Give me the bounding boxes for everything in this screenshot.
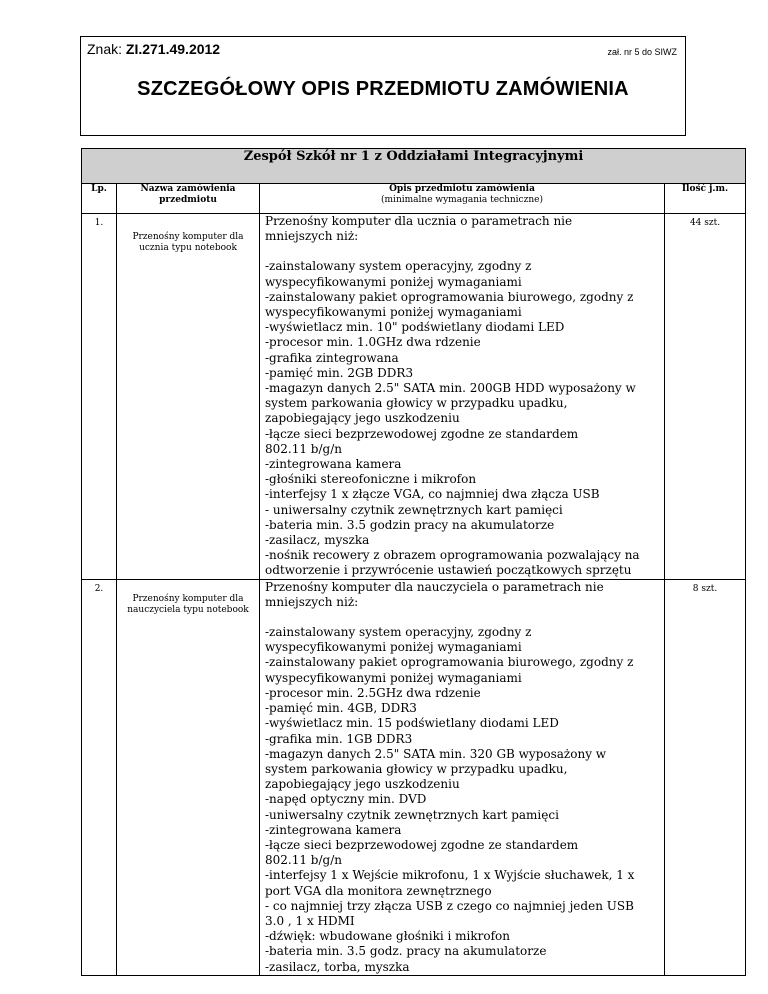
reference-label: Znak: bbox=[87, 41, 123, 57]
row-number: 2. bbox=[82, 579, 117, 975]
row-number: 1. bbox=[82, 214, 117, 580]
description-requirements: -zainstalowany system operacyjny, zgodny z wyspecyfikowanymi poniżej wymaganiami -zainstalowany pakiet oprogramowania biurowego, zgodny z wyspecyfikowanymi poniżej wymaganiami -procesor min. 2.5GHz dwa rdzenie -pamięć min. 4GB, DDR3 -wyświetlacz min. 15 podświetlany diodami LED -grafika min. 1GB DDR3 -magazyn danych 2.5" SATA min. 320 GB wyposażony w system parkowania głowicy w przypadku upadku, zapobiegający jego uszkodzeniu -napęd optyczny min. DVD -uniwersalny czytnik zewnętrznych kart pamięci -zintegrowana kamera -łącze sieci bezprzewodowej zgodne ze standardem 802.11 b/g/n -interfejsy 1 x Wejście mikrofonu, 1 x Wyjście słuchawek, 1 x port VGA dla monitora zewnętrznego - co najmniej trzy złącza USB z czego co najmniej jeden USB 3.0 , 1 x HDMI -dźwięk: wbudowane głośniki i mikrofon -bateria min. 3.5 godz. pracy na akumulatorze -zasilacz, torba, myszka bbox=[265, 625, 635, 974]
table-row bbox=[82, 214, 746, 580]
description-intro: Przenośny komputer dla nauczyciela o parametrach nie mniejszych niż: bbox=[265, 579, 604, 609]
specification-table bbox=[81, 148, 746, 976]
item-quantity: 8 szt. bbox=[665, 579, 746, 975]
item-name: Przenośny komputer dla nauczyciela typu notebook bbox=[117, 579, 260, 975]
description-intro: Przenośny komputer dla ucznia o parametrach nie mniejszych niż: bbox=[265, 214, 573, 244]
school-row bbox=[82, 149, 746, 184]
attachment-note: zał. nr 5 do SIWZ bbox=[607, 47, 677, 57]
col-header-lp: Lp. bbox=[82, 184, 117, 214]
description-requirements: -zainstalowany system operacyjny, zgodny z wyspecyfikowanymi poniżej wymaganiami -zainstalowany pakiet oprogramowania biurowego, zgodny z wyspecyfikowanymi poniżej wymaganiami -wyświetlacz min. 10" podświetlany diodami LED -procesor min. 1.0GHz dwa rdzenie -grafika zintegrowana -pamięć min. 2GB DDR3 -magazyn danych 2.5" SATA min. 200GB HDD wyposażony w system parkowania głowicy w przypadku upadku, zapobiegający jego uszkodzeniu -łącze sieci bezprzewodowej zgodne ze standardem 802.11 b/g/n -zintegrowana kamera -głośniki stereofoniczne i mikrofon -interfejsy 1 x złącze VGA, co najmniej dwa złącza USB - uniwersalny czytnik zewnętrznych kart pamięci -bateria min. 3.5 godzin pracy na akumulatorze -zasilacz, myszka -nośnik recowery z obrazem oprogramowania pozwalający na odtworzenie i przywrócenie ustawień początkowych sprzętu bbox=[265, 259, 640, 578]
item-quantity: 44 szt. bbox=[665, 214, 746, 580]
item-name: Przenośny komputer dla ucznia typu notebook bbox=[117, 214, 260, 580]
document-header bbox=[80, 36, 686, 136]
col-header-desc bbox=[260, 184, 665, 214]
table-row bbox=[82, 579, 746, 975]
reference-value: ZI.271.49.2012 bbox=[125, 41, 221, 57]
col-header-qty: Ilość j.m. bbox=[665, 184, 746, 214]
col-header-desc-subtitle: (minimalne wymagania techniczne) bbox=[381, 195, 543, 205]
col-header-desc-title: Opis przedmiotu zamówienia bbox=[389, 184, 535, 194]
document-title: SZCZEGÓŁOWY OPIS PRZEDMIOTU ZAMÓWIENIA bbox=[137, 78, 629, 100]
school-name: Zespół Szkół nr 1 z Oddziałami Integracyjnymi bbox=[82, 149, 746, 184]
reference-number bbox=[87, 41, 220, 57]
item-description bbox=[260, 214, 665, 580]
column-header-row bbox=[82, 184, 746, 214]
item-description bbox=[260, 579, 665, 975]
col-header-name: Nazwa zamówienia przedmiotu bbox=[117, 184, 260, 214]
